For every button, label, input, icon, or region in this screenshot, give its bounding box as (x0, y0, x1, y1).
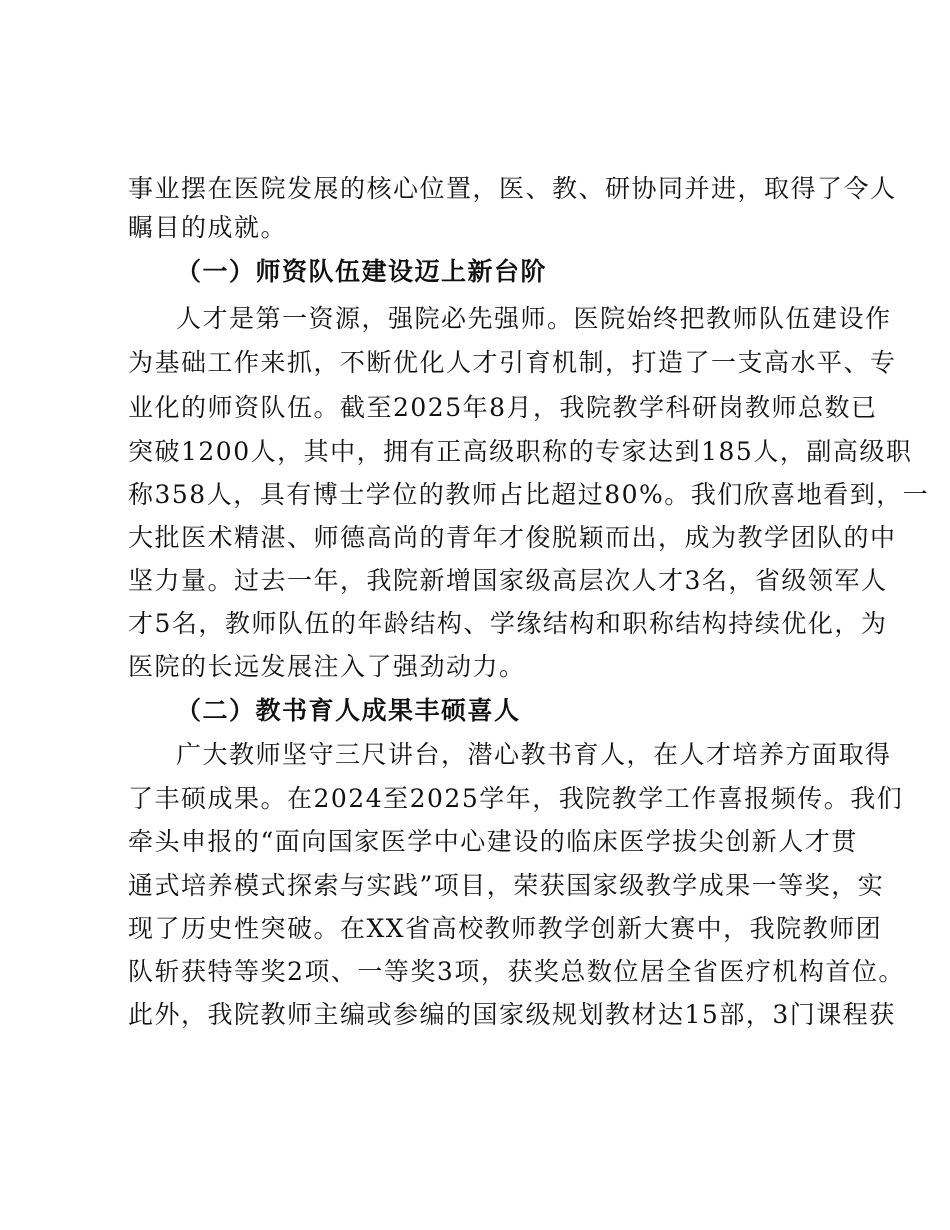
paragraph-line: 广大教师坚守三尺讲台，潜心教书育人，在人才培养方面取得 (176, 740, 892, 769)
paragraph-line: 业化的师资队伍。截至2025年8月，我院教学科研岗教师总数已 (128, 393, 878, 422)
paragraph-line: 人才是第一资源，强院必先强师。医院始终把教师队伍建设作 (176, 304, 892, 333)
paragraph-line: 称358人，具有博士学位的教师占比超过80%。我们欣喜地看到，一 (128, 480, 930, 509)
paragraph-line: 队斩获特等奖2项、一等奖3项，获奖总数位居全省医疗机构首位。 (128, 957, 905, 986)
paragraph-line: 此外，我院教师主编或参编的国家级规划教材达15部，3门课程获 (128, 1000, 896, 1029)
paragraph-line: 坚力量。过去一年，我院新增国家级高层次人才3名，省级领军人 (128, 566, 888, 595)
paragraph-line: 事业摆在医院发展的核心位置，医、教、研协同并进，取得了令人 (128, 174, 897, 203)
paragraph-line: 为基础工作来抓，不断优化人才引育机制，打造了一支高水平、专 (128, 348, 897, 377)
paragraph-line: 现了历史性突破。在XX省高校教师教学创新大赛中，我院教师团 (128, 914, 883, 943)
paragraph-line: 瞩目的成就。 (128, 213, 288, 242)
paragraph-line: 突破1200人，其中，拥有正高级职称的专家达到185人，副高级职 (128, 437, 913, 466)
paragraph-line: 才5名，教师队伍的年龄结构、学缘结构和职称结构持续优化，为 (128, 609, 888, 638)
section-heading-2: （二）教书育人成果丰硕喜人 (176, 696, 521, 725)
section-heading-1: （一）师资队伍建设迈上新台阶 (176, 257, 548, 286)
paragraph-line: 了丰硕成果。在2024至2025学年，我院教学工作喜报频传。我们 (128, 784, 904, 813)
paragraph-line: 大批医术精湛、师德高尚的青年才俊脱颖而出，成为教学团队的中 (128, 523, 897, 552)
paragraph-line: 牵头申报的“面向国家医学中心建设的临床医学拔尖创新人才贯 (128, 827, 858, 856)
paragraph-line: 医院的长远发展注入了强劲动力。 (128, 652, 526, 681)
paragraph-line: 通式培养模式探索与实践”项目，荣获国家级教学成果一等奖，实 (128, 871, 885, 900)
